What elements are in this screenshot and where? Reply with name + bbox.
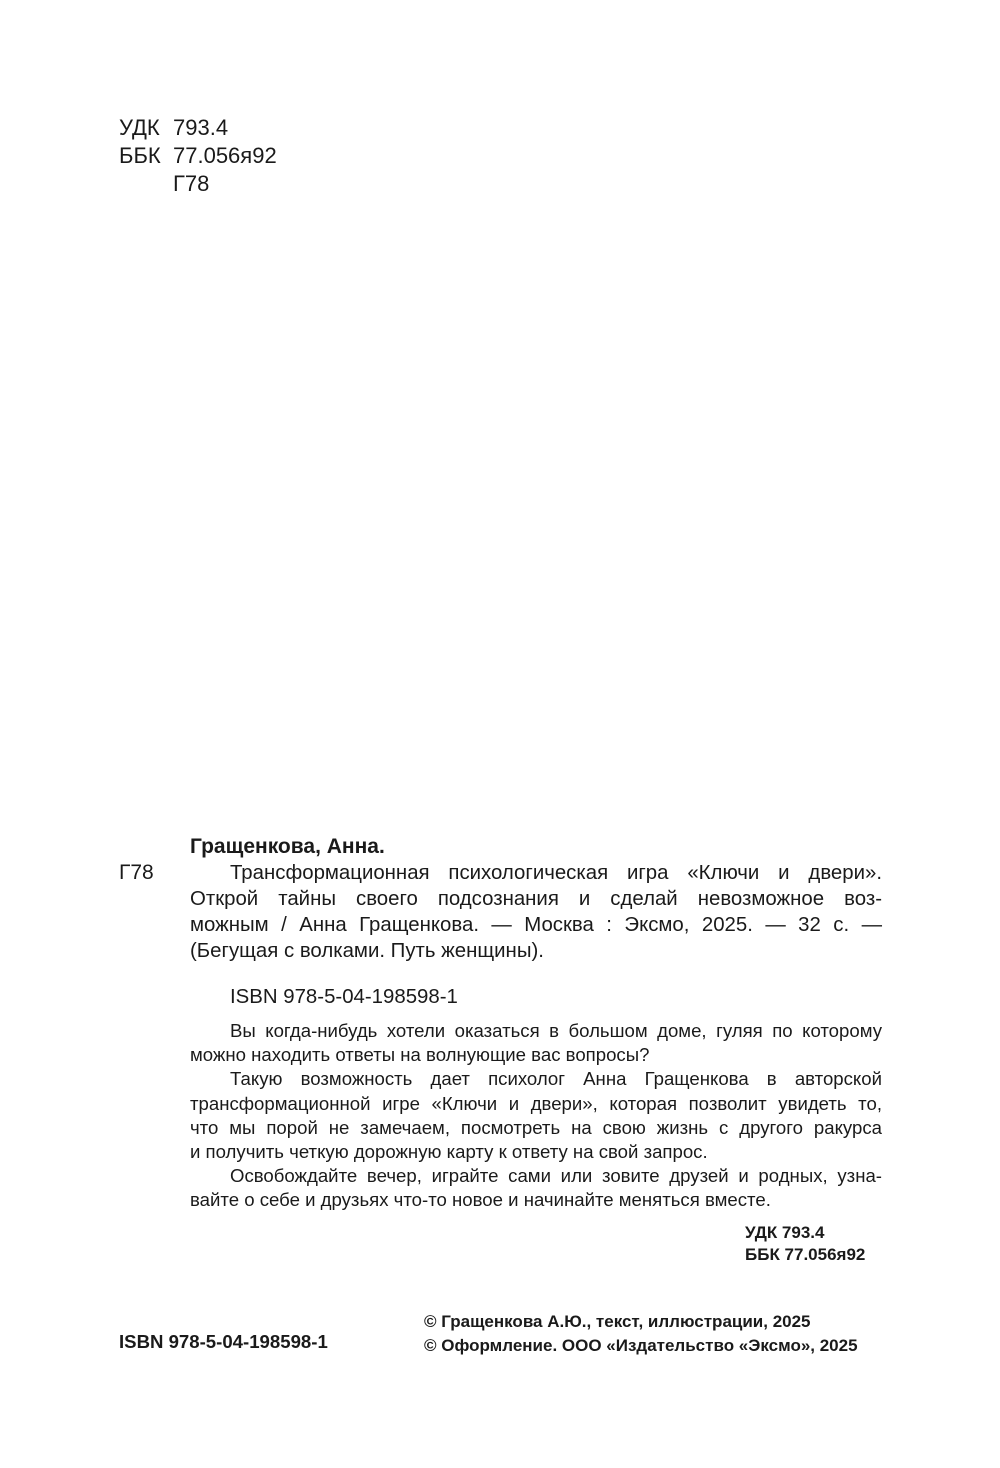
- copyright-design: © Оформление. ООО «Издательство «Эксмо», 2025: [424, 1336, 858, 1355]
- bib-line: Открой тайны своего подсознания и сделай невозможное воз-: [190, 888, 882, 910]
- record-isbn: ISBN 978-5-04-198598-1: [230, 986, 458, 1008]
- bbk-row: [119, 142, 277, 170]
- copyright-text: © Гращенкова А.Ю., текст, иллюстрации, 2025: [424, 1312, 811, 1331]
- udk-value: 793.4: [173, 115, 229, 140]
- bottom-bbk: ББК 77.056я92: [745, 1245, 866, 1264]
- annotation-line: вайте о себе и друзьях что-то новое и начинайте меняться вместе.: [190, 1189, 771, 1211]
- annotation-line: и получить четкую дорожную карту к ответу на свой запрос.: [190, 1141, 708, 1163]
- annotation-line: Вы когда-нибудь хотели оказаться в большом доме, гуляя по которому: [230, 1020, 882, 1041]
- bibliographic-description: [190, 860, 882, 964]
- annotation-line: Такую возможность дает психолог Анна Гращенкова в авторской: [230, 1068, 882, 1090]
- author-cipher: Г78: [173, 171, 210, 196]
- bbk-value: 77.056я92: [173, 143, 277, 168]
- annotation-line: что мы порой не замечаем, посмотреть на свою жизнь с другого ракурса: [190, 1116, 882, 1138]
- footer-isbn: ISBN 978-5-04-198598-1: [119, 1331, 328, 1352]
- author-heading: Гращенкова, Анна.: [190, 835, 385, 858]
- bib-line: (Бегущая с волками. Путь женщины).: [190, 940, 544, 962]
- bottom-classification: [745, 1222, 865, 1266]
- bbk-label: ББК: [119, 143, 161, 168]
- udk-label: УДК: [119, 115, 160, 140]
- annotation-line: Освобождайте вечер, играйте сами или зовите друзей и родных, узна-: [230, 1165, 882, 1187]
- bib-line: Трансформационная психологическая игра «Ключи и двери».: [230, 862, 882, 884]
- copyright-block: [424, 1310, 858, 1358]
- annotation-line: трансформационной игре «Ключи и двери», которая позволит увидеть то,: [190, 1092, 882, 1114]
- annotation-line: можно находить ответы на волнующие вас вопросы?: [190, 1044, 650, 1066]
- annotation: [190, 1019, 882, 1213]
- cipher-row: [119, 170, 277, 198]
- top-classification: [119, 114, 277, 198]
- bib-line: можным / Анна Гращенкова. — Москва : Эксмо, 2025. — 32 с. —: [190, 914, 882, 936]
- bottom-udk: УДК 793.4: [745, 1223, 825, 1242]
- udk-row: [119, 114, 277, 142]
- record-cipher: Г78: [119, 861, 154, 884]
